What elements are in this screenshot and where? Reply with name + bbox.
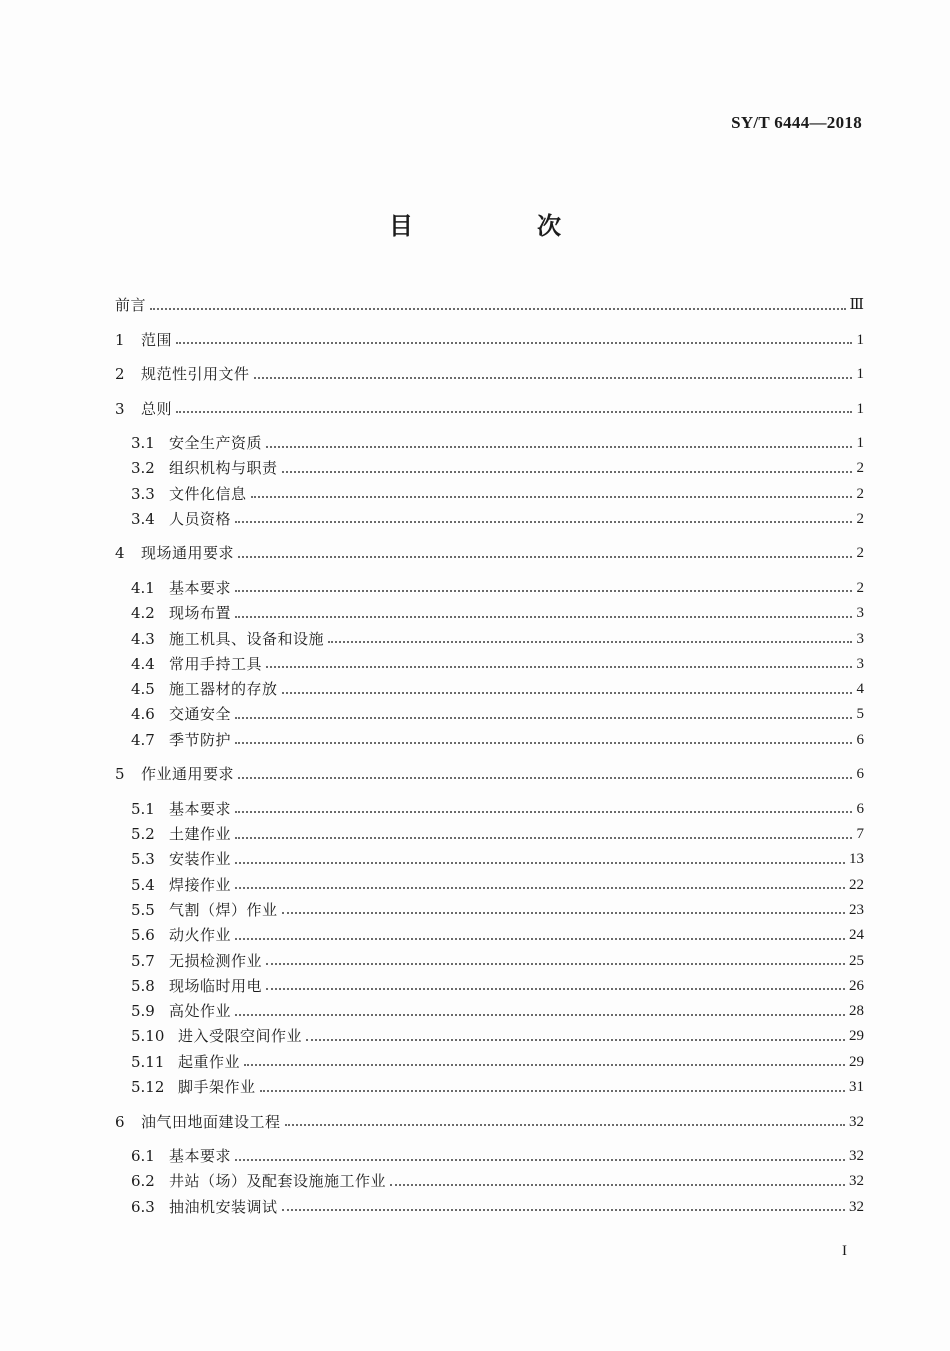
- toc-entry[interactable]: [131, 949, 864, 973]
- toc-entry-label: 安装作业: [169, 850, 232, 869]
- toc-entry-label: 交通安全: [169, 705, 232, 724]
- toc-entry-label: 人员资格: [169, 509, 232, 528]
- toc-dot-leader: [260, 1089, 845, 1092]
- toc-entry-label: 文件化信息: [169, 484, 247, 503]
- toc-dot-leader: [235, 615, 852, 618]
- toc-entry[interactable]: [115, 762, 864, 786]
- toc-entry-page: 6: [856, 731, 864, 748]
- toc-entry-label: 基本要求: [169, 799, 232, 818]
- toc-entry-label: 现场布置: [169, 604, 232, 623]
- toc-entry[interactable]: [131, 601, 864, 625]
- toc-entry-label: 无损检测作业: [169, 951, 263, 970]
- toc-dot-leader: [235, 836, 852, 839]
- toc-entry-label: 基本要求: [169, 578, 232, 597]
- toc-entry-page: 1: [856, 331, 864, 348]
- toc-dot-leader: [285, 1123, 845, 1126]
- toc-entry-number: 5.1: [131, 799, 155, 818]
- toc-dot-leader: [266, 445, 852, 448]
- toc-entry-page: 29: [849, 1053, 864, 1070]
- toc-entry[interactable]: [131, 974, 864, 998]
- toc-dot-leader: [328, 640, 852, 643]
- toc-entry-page: 5: [856, 706, 864, 723]
- toc-dot-leader: [235, 716, 852, 719]
- toc-entry[interactable]: [131, 1195, 864, 1219]
- toc-entry-number: 4.2: [131, 604, 155, 623]
- toc-entry-label: 总则: [141, 399, 173, 418]
- toc-entry-number: 6.2: [131, 1172, 155, 1191]
- toc-entry-label: 脚手架作业: [178, 1078, 256, 1096]
- toc-entry-number: 6.1: [131, 1147, 155, 1165]
- toc-entry-page: 32: [849, 1173, 864, 1190]
- toc-entry-label: 油气田地面建设工程: [141, 1112, 281, 1131]
- toc-entry-page: 1: [856, 366, 864, 382]
- toc-entry-page: 3: [856, 630, 864, 647]
- toc-entry-label: 前言: [115, 296, 147, 314]
- toc-entry[interactable]: [115, 362, 864, 386]
- toc-entry-number: 5.12: [131, 1078, 165, 1096]
- toc-entry-page: Ⅲ: [849, 297, 864, 313]
- toc-entry[interactable]: [131, 456, 864, 480]
- toc-entry[interactable]: [131, 822, 864, 846]
- toc-entry-page: 6: [856, 766, 864, 783]
- toc-entry-page: 1: [856, 435, 864, 451]
- toc-entry-page: 2: [856, 485, 864, 502]
- toc-entry-number: 4.3: [131, 629, 155, 648]
- toc-dot-leader: [282, 1208, 845, 1211]
- toc-dot-leader: [176, 410, 852, 413]
- toc-dot-leader: [235, 741, 852, 744]
- toc-entry-page: 2: [856, 579, 864, 596]
- toc-entry-page: 32: [849, 1113, 864, 1130]
- toc-entry-number: 4: [115, 544, 125, 563]
- toc-dot-leader: [282, 911, 845, 914]
- toc-entry-number: 5.9: [131, 1002, 155, 1021]
- toc-dot-leader: [176, 341, 852, 344]
- toc-dot-leader: [254, 376, 852, 379]
- toc-entry-page: 24: [849, 927, 864, 944]
- toc-entry[interactable]: [131, 677, 864, 701]
- toc-dot-leader: [251, 495, 852, 498]
- toc-dot-leader: [244, 1063, 845, 1066]
- toc-entry-label: 施工器材的存放: [169, 680, 278, 699]
- toc-dot-leader: [235, 886, 845, 889]
- toc-entry[interactable]: [131, 728, 864, 752]
- toc-entry-number: 2: [115, 365, 125, 383]
- toc-entry[interactable]: [131, 1050, 864, 1074]
- toc-entry-page: 29: [849, 1028, 864, 1045]
- toc-entry-number: 3: [115, 399, 125, 418]
- toc-entry-page: 23: [849, 901, 864, 918]
- toc-dot-leader: [266, 962, 845, 965]
- toc-entry-page: 32: [849, 1148, 864, 1164]
- toc-entry[interactable]: [131, 482, 864, 506]
- toc-dot-leader: [238, 555, 852, 558]
- toc-entry-number: 3.1: [131, 434, 155, 452]
- toc-dot-leader: [282, 470, 852, 473]
- toc-entry-label: 施工机具、设备和设施: [169, 629, 325, 648]
- toc-entry-page: 26: [849, 977, 864, 994]
- toc-entry-page: 6: [856, 800, 864, 817]
- toc-entry[interactable]: [131, 1144, 864, 1168]
- toc-entry[interactable]: [115, 293, 864, 317]
- toc-entry-label: 起重作业: [178, 1052, 241, 1071]
- toc-entry-number: 5.10: [131, 1027, 165, 1046]
- toc-entry-label: 抽油机安装调试: [169, 1197, 278, 1216]
- toc-entry-number: 5: [115, 765, 125, 784]
- toc-entry-label: 现场临时用电: [169, 976, 263, 995]
- toc-entry[interactable]: [131, 652, 864, 676]
- toc-entry[interactable]: [131, 1075, 864, 1099]
- toc-entry-label: 范围: [141, 330, 173, 349]
- toc-entry-page: 4: [856, 681, 864, 698]
- toc-entry-label: 井站（场）及配套设施施工作业: [169, 1172, 387, 1191]
- toc-entry-label: 气割（焊）作业: [169, 900, 278, 919]
- toc-entry-page: 13: [849, 851, 864, 868]
- toc-entry[interactable]: [131, 627, 864, 651]
- document-code: SY/T 6444—2018: [731, 113, 862, 132]
- toc-entry-number: 3.4: [131, 509, 155, 528]
- toc-entry-number: 4.6: [131, 705, 155, 724]
- toc-entry-number: 3.3: [131, 484, 155, 503]
- toc-entry-label: 季节防护: [169, 730, 232, 749]
- toc-entry-number: 1: [115, 330, 125, 349]
- toc-dot-leader: [150, 307, 846, 310]
- toc-entry[interactable]: [131, 873, 864, 897]
- toc-entry[interactable]: [115, 397, 864, 421]
- toc-entry-page: 7: [856, 826, 864, 842]
- toc-entry[interactable]: [131, 797, 864, 821]
- toc-title: 目 次: [389, 211, 611, 240]
- toc-entry[interactable]: [115, 328, 864, 352]
- toc-entry-number: 3.2: [131, 459, 155, 478]
- toc-entry-number: 4.1: [131, 578, 155, 597]
- toc-entry[interactable]: [131, 999, 864, 1023]
- toc-entry[interactable]: [131, 576, 864, 600]
- toc-entry[interactable]: [115, 1110, 864, 1134]
- toc-entry-number: 5.7: [131, 951, 155, 970]
- toc-entry[interactable]: [115, 541, 864, 565]
- toc-dot-leader: [235, 810, 852, 813]
- toc-entry-number: 5.11: [131, 1052, 165, 1071]
- toc-dot-leader: [235, 937, 845, 940]
- toc-entry-number: 6: [115, 1112, 125, 1131]
- toc-entry-label: 进入受限空间作业: [178, 1027, 303, 1046]
- toc-dot-leader: [235, 861, 845, 864]
- toc-entry[interactable]: [131, 847, 864, 871]
- toc-entry-page: 2: [856, 510, 864, 527]
- toc-dot-leader: [266, 665, 852, 668]
- toc-entry[interactable]: [131, 898, 864, 922]
- toc-entry-label: 规范性引用文件: [141, 365, 250, 383]
- toc-entry-label: 高处作业: [169, 1002, 232, 1021]
- toc-entry-number: 5.6: [131, 926, 155, 945]
- toc-entry-number: 5.4: [131, 875, 155, 894]
- toc-entry-page: 22: [849, 876, 864, 893]
- toc-entry-label: 安全生产资质: [169, 434, 263, 452]
- toc-entry-page: 1: [856, 400, 864, 417]
- toc-entry-page: 3: [856, 605, 864, 622]
- toc-dot-leader: [306, 1038, 845, 1041]
- toc-entry-page: 28: [849, 1003, 864, 1020]
- toc-entry[interactable]: [131, 1169, 864, 1193]
- toc-dot-leader: [282, 691, 852, 694]
- toc-dot-leader: [235, 520, 852, 523]
- toc-entry-label: 基本要求: [169, 1147, 232, 1165]
- toc-dot-leader: [390, 1183, 845, 1186]
- toc-entry-number: 5.2: [131, 825, 155, 843]
- toc-entry[interactable]: [131, 923, 864, 947]
- toc-entry-label: 土建作业: [169, 825, 232, 843]
- toc-entry[interactable]: [131, 431, 864, 455]
- toc-dot-leader: [235, 1013, 845, 1016]
- toc-entry-number: 4.7: [131, 730, 155, 749]
- toc-dot-leader: [235, 1158, 845, 1161]
- toc-entry-number: 5.5: [131, 900, 155, 919]
- toc-dot-leader: [266, 987, 845, 990]
- toc-entry-label: 常用手持工具: [169, 654, 263, 673]
- toc-entry[interactable]: [131, 507, 864, 531]
- toc-dot-leader: [238, 776, 852, 779]
- toc-entry-number: 5.3: [131, 850, 155, 869]
- page-folio: I: [842, 1243, 847, 1259]
- toc-entry-label: 现场通用要求: [141, 544, 235, 563]
- toc-entry[interactable]: [131, 702, 864, 726]
- toc-entry-number: 4.4: [131, 654, 155, 673]
- toc-entry-page: 3: [856, 655, 864, 672]
- toc-entry-label: 动火作业: [169, 926, 232, 945]
- toc-entry-page: 2: [856, 545, 864, 562]
- toc-entry-label: 作业通用要求: [141, 765, 235, 784]
- toc-entry-page: 31: [849, 1079, 864, 1095]
- toc-entry-page: 32: [849, 1198, 864, 1215]
- toc-dot-leader: [235, 589, 852, 592]
- toc-entry-page: 2: [856, 460, 864, 477]
- toc-entry-number: 5.8: [131, 976, 155, 995]
- toc-entry-page: 25: [849, 952, 864, 969]
- toc-entry-number: 6.3: [131, 1197, 155, 1216]
- toc-entry-label: 焊接作业: [169, 875, 232, 894]
- toc-entry[interactable]: [131, 1024, 864, 1048]
- toc-entry-label: 组织机构与职责: [169, 459, 278, 478]
- toc-entry-number: 4.5: [131, 680, 155, 699]
